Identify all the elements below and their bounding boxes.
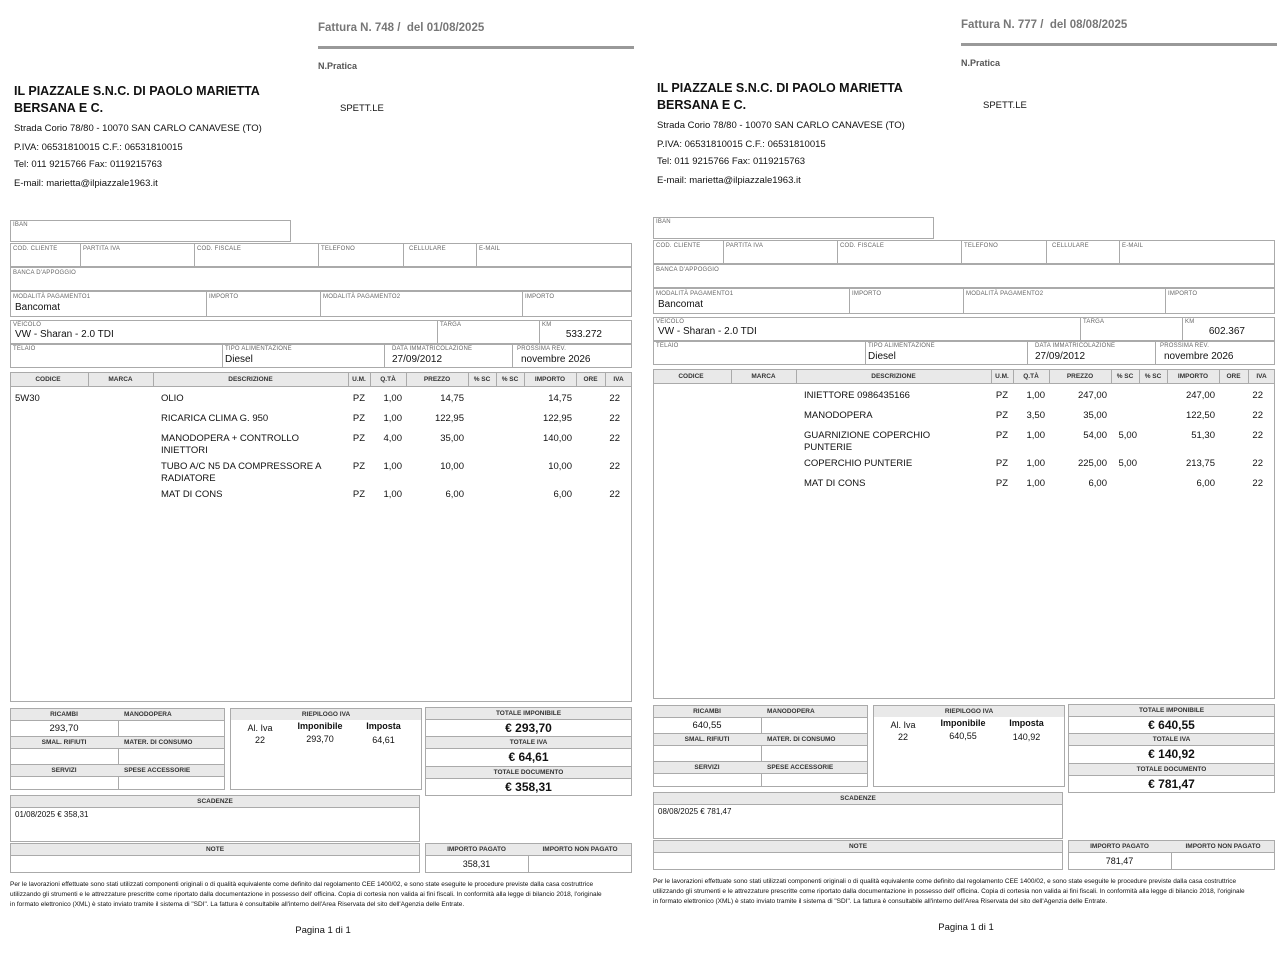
divider (425, 766, 632, 767)
divider (437, 320, 438, 344)
divider (10, 776, 225, 777)
divider (653, 852, 1063, 853)
riepilogo-iva-label: RIEPILOGO IVA (301, 711, 351, 718)
tot-documento-label: TOTALE DOCUMENTO (1136, 766, 1207, 773)
importo2-label: IMPORTO (525, 294, 555, 300)
column-header: PREZZO (1066, 373, 1094, 380)
tot-documento-value: € 781,47 (1148, 777, 1195, 791)
mater-label: MATER. DI CONSUMO (124, 739, 193, 746)
km-value: 533.272 (565, 329, 602, 340)
mod-pag1-label: MODALITÀ PAGAMENTO1 (656, 291, 734, 297)
revisione-label: PROSSIMA REV. (517, 346, 567, 352)
divider (384, 344, 385, 368)
bank-box (653, 264, 1275, 288)
invoice-title (961, 19, 1127, 31)
telefono-label: TELEFONO (321, 246, 355, 252)
company-email: E-mail: marietta@ilpiazzale1963.it (14, 178, 158, 189)
invoice-separator: / (397, 22, 401, 34)
row-um: PZ (995, 410, 1009, 421)
imponibile-label: Imponibile (297, 721, 343, 731)
company-email: E-mail: marietta@ilpiazzale1963.it (657, 175, 801, 186)
alimentazione-label: TIPO ALIMENTAZIONE (225, 346, 292, 352)
pagato-value: 781,47 (1105, 856, 1134, 866)
row-codice: 5W30 (15, 393, 40, 404)
divider (723, 240, 724, 264)
divider (963, 288, 964, 314)
divider (1155, 341, 1156, 365)
row-iva: 22 (609, 413, 620, 424)
al-iva-value: 22 (897, 732, 908, 742)
imponibile-value: 293,70 (306, 734, 334, 744)
divider (849, 288, 850, 314)
column-header: IMPORTO (534, 376, 566, 383)
column-header: PREZZO (423, 376, 451, 383)
cod-cliente-label: COD. CLIENTE (13, 246, 58, 252)
row-description: GUARNIZIONE COPERCHIO PUNTERIE (804, 430, 931, 453)
row-qta: 1,00 (1026, 458, 1045, 469)
partita-iva-label: PARTITA IVA (726, 243, 764, 249)
invoice-title (318, 22, 484, 34)
mod-pag2-label: MODALITÀ PAGAMENTO2 (323, 294, 401, 300)
bank-box (10, 267, 632, 291)
row-description: MANODOPERA + CONTROLLO INIETTORI (161, 433, 300, 456)
row-iva: 22 (609, 461, 620, 472)
company-address: Strada Corio 78/80 - 10070 SAN CARLO CANAVESE (TO) (657, 120, 905, 131)
row-iva: 22 (609, 489, 620, 500)
divider (425, 855, 632, 856)
pagato-label: IMPORTO PAGATO (1090, 843, 1149, 850)
row-prezzo: 14,75 (440, 393, 464, 404)
pratica-label: N.Pratica (318, 61, 358, 71)
row-description: INIETTORE 0986435166 (804, 390, 910, 401)
riepilogo-iva-label: RIEPILOGO IVA (944, 708, 994, 715)
column-header: % SC (1116, 373, 1134, 380)
page-number: Pagina 1 di 1 (938, 922, 994, 933)
divider (539, 320, 540, 344)
tot-imponibile-value: € 293,70 (505, 721, 552, 735)
tot-imponibile-label: TOTALE IMPONIBILE (1138, 707, 1205, 714)
cod-fiscale-label: COD. FISCALE (197, 246, 242, 252)
divider (1182, 317, 1183, 341)
telefono-label: TELEFONO (964, 243, 998, 249)
divider (1080, 317, 1081, 341)
divider (653, 745, 868, 746)
recipient-label: SPETT.LE (983, 100, 1027, 111)
divider (653, 717, 868, 718)
al-iva-label: Al. Iva (890, 720, 916, 730)
alimentazione-value: Diesel (225, 354, 253, 365)
row-qta: 1,00 (383, 393, 402, 404)
header-rule (961, 43, 1277, 46)
ricambi-value: 640,55 (692, 720, 722, 731)
column-header: % SC (501, 376, 519, 383)
al-iva-label: Al. Iva (247, 723, 273, 733)
non-pagato-label: IMPORTO NON PAGATO (1185, 843, 1261, 850)
note-label: NOTE (205, 846, 225, 853)
invoice-separator: / (1040, 19, 1044, 31)
row-iva: 22 (1252, 430, 1263, 441)
invoice-page (8, 0, 636, 960)
divider (320, 291, 321, 317)
partita-iva-label: PARTITA IVA (83, 246, 121, 252)
row-importo: 247,00 (1185, 390, 1215, 401)
mod-pag1-value: Bancomat (658, 299, 704, 310)
revisione-label: PROSSIMA REV. (1160, 343, 1210, 349)
divider (865, 341, 866, 365)
spese-label: SPESE ACCESSORIE (124, 767, 191, 774)
manodopera-label: MANODOPERA (767, 708, 815, 715)
telaio-label: TELAIO (656, 343, 679, 349)
row-prezzo: 122,95 (434, 413, 464, 424)
cod-fiscale-label: COD. FISCALE (840, 243, 885, 249)
invoice-date: 01/08/2025 (426, 22, 485, 34)
scadenze-value: 01/08/2025 € 358,31 (15, 810, 89, 819)
cod-cliente-label: COD. CLIENTE (656, 243, 701, 249)
row-sconto: 5,00 (1118, 430, 1137, 441)
column-header: % SC (1144, 373, 1162, 380)
divider (837, 240, 838, 264)
tot-documento-value: € 358,31 (505, 780, 552, 794)
column-header: DESCRIZIONE (228, 376, 273, 383)
row-importo: 6,00 (553, 489, 572, 500)
pagato-value: 358,31 (462, 859, 491, 869)
row-importo: 10,00 (548, 461, 572, 472)
divider (1027, 341, 1028, 365)
divider (425, 719, 632, 720)
row-description: RICARICA CLIMA G. 950 (161, 413, 269, 424)
row-description: MAT DI CONS (804, 478, 866, 489)
tot-imponibile-label: TOTALE IMPONIBILE (495, 710, 562, 717)
km-value: 602.367 (1208, 326, 1245, 337)
iban-label: IBAN (13, 222, 28, 228)
manodopera-label: MANODOPERA (124, 711, 172, 718)
invoice-label: Fattura N. (318, 22, 372, 34)
row-importo: 51,30 (1191, 430, 1215, 441)
importo-label: IMPORTO (852, 291, 882, 297)
divider (425, 748, 632, 749)
row-iva: 22 (1252, 478, 1263, 489)
invoice-date-label: del (406, 22, 424, 34)
divider (512, 344, 513, 368)
divider (1165, 288, 1166, 314)
row-importo: 122,50 (1185, 410, 1215, 421)
scadenze-label: SCADENZE (840, 795, 876, 802)
row-prezzo: 35,00 (440, 433, 464, 444)
tot-iva-label: TOTALE IVA (509, 739, 548, 746)
divider (653, 773, 868, 774)
al-iva-value: 22 (254, 735, 265, 745)
column-header: U.M. (995, 373, 1009, 380)
veicolo-label: VEICOLO (656, 319, 685, 325)
servizi-label: SERVIZI (51, 767, 77, 774)
row-importo: 122,95 (542, 413, 572, 424)
row-prezzo: 54,00 (1083, 430, 1107, 441)
column-header: ORE (1226, 373, 1241, 380)
divider (1068, 763, 1275, 764)
invoice-page (651, 0, 1279, 957)
ricambi-label: RICAMBI (50, 711, 78, 718)
divider (425, 778, 632, 779)
divider (10, 720, 225, 721)
email-label: E-MAIL (1122, 243, 1144, 249)
divider (961, 240, 962, 264)
iban-box (653, 217, 934, 239)
imponibile-value: 640,55 (949, 731, 977, 741)
column-header: Q.TÀ (1023, 373, 1039, 380)
smal-label: SMAL. RIFIUTI (684, 736, 730, 743)
column-header: IMPORTO (1177, 373, 1209, 380)
importo-label: IMPORTO (209, 294, 239, 300)
divider (653, 761, 868, 762)
column-header: ORE (583, 376, 598, 383)
row-description: TUBO A/C N5 DA COMPRESSORE A RADIATORE (161, 461, 321, 484)
invoice-date-label: del (1049, 19, 1067, 31)
column-header: Q.TÀ (380, 376, 396, 383)
immatricolazione-value: 27/09/2012 (1035, 351, 1086, 362)
email-label: E-MAIL (479, 246, 501, 252)
divider (10, 855, 420, 856)
tot-iva-value: € 140,92 (1148, 747, 1195, 761)
mod-pag1-value: Bancomat (15, 302, 61, 313)
row-iva: 22 (1252, 390, 1263, 401)
invoice-number: 777 (1017, 19, 1038, 31)
company-name: IL PIAZZALE S.N.C. DI PAOLO MARIETTA BERSANA E C. (657, 81, 903, 112)
immatricolazione-value: 27/09/2012 (392, 354, 443, 365)
row-description: MAT DI CONS (161, 489, 223, 500)
row-um: PZ (352, 461, 366, 472)
row-iva: 22 (609, 393, 620, 404)
company-address: Strada Corio 78/80 - 10070 SAN CARLO CANAVESE (TO) (14, 123, 262, 134)
imposta-label: Imposta (366, 721, 401, 731)
column-header: CODICE (35, 376, 61, 383)
row-um: PZ (352, 413, 366, 424)
imposta-value: 64,61 (372, 735, 395, 745)
row-qta: 1,00 (383, 489, 402, 500)
divider (1068, 733, 1275, 734)
row-um: PZ (352, 433, 366, 444)
importo2-label: IMPORTO (1168, 291, 1198, 297)
divider (10, 764, 225, 765)
column-header: CODICE (678, 373, 704, 380)
divider (1068, 745, 1275, 746)
row-qta: 1,00 (383, 461, 402, 472)
divider (206, 291, 207, 317)
divider (10, 736, 225, 737)
vehicle-value: VW - Sharan - 2.0 TDI (658, 326, 757, 337)
company-vat: P.IVA: 06531810015 C.F.: 06531810015 (14, 142, 183, 153)
immatricolazione-label: DATA IMMATRICOLAZIONE (392, 346, 473, 352)
divider (1068, 775, 1275, 776)
legal-footer: Per le lavorazioni effettuate sono stati utilizzati componenti originali o di qualità equivalente come definito dal regolamento CEE 1400/02, e sono state eseguite le procedure previste dalla casa costruttrice utilizzando gli strumenti e le attrezzature prescritte come riportato dalla documentazione in possesso dell' officina. Copia di cortesia non valida ai fini fiscali. In conformità alla legge di bilancio 2018, l'originale in formato elettronico (XML) è stato inviato tramite il sistema di "SDI". La fattura è consultabile all'interno dell'Area Riservata del sito dell'Agenzia delle Entrate. (10, 881, 602, 908)
row-prezzo: 35,00 (1083, 410, 1107, 421)
divider (80, 243, 81, 267)
row-prezzo: 6,00 (445, 489, 464, 500)
alimentazione-label: TIPO ALIMENTAZIONE (868, 343, 935, 349)
row-um: PZ (995, 390, 1009, 401)
legal-footer: Per le lavorazioni effettuate sono stati utilizzati componenti originali o di qualità equivalente come definito dal regolamento CEE 1400/02, e sono state eseguite le procedure previste dalla casa costruttrice utilizzando gli strumenti e le attrezzature prescritte come riportato dalla documentazione in possesso dell' officina. Copia di cortesia non valida ai fini fiscali. In conformità alla legge di bilancio 2018, l'originale in formato elettronico (XML) è stato inviato tramite il sistema di "SDI". La fattura è consultabile all'interno dell'Area Riservata del sito dell'Agenzia delle Entrate. (653, 878, 1245, 905)
divider (476, 243, 477, 267)
row-qta: 4,00 (383, 433, 402, 444)
ricambi-value: 293,70 (49, 723, 79, 734)
divider (653, 383, 1275, 384)
divider (1068, 852, 1275, 853)
divider (318, 243, 319, 267)
header-rule (318, 46, 634, 49)
column-header: IVA (1256, 373, 1267, 380)
divider (425, 736, 632, 737)
row-um: PZ (995, 458, 1009, 469)
divider (653, 733, 868, 734)
imponibile-label: Imponibile (940, 718, 986, 728)
row-description: MANODOPERA (804, 410, 873, 421)
invoice-date: 08/08/2025 (1069, 19, 1128, 31)
divider (1046, 240, 1047, 264)
note-label: NOTE (848, 843, 868, 850)
imposta-value: 140,92 (1012, 732, 1041, 742)
company-phone: Tel: 011 9215766 Fax: 0119215763 (657, 156, 806, 167)
invoice-label: Fattura N. (961, 19, 1015, 31)
row-um: PZ (352, 489, 366, 500)
row-qta: 1,00 (383, 413, 402, 424)
divider (1119, 240, 1120, 264)
targa-label: TARGA (1083, 319, 1105, 325)
veicolo-label: VEICOLO (13, 322, 42, 328)
recipient-label: SPETT.LE (340, 103, 384, 114)
divider (222, 344, 223, 368)
tot-iva-value: € 64,61 (508, 750, 549, 764)
row-qta: 1,00 (1026, 430, 1045, 441)
invoice-number: 748 (374, 22, 395, 34)
divider (10, 807, 420, 808)
telaio-label: TELAIO (13, 346, 36, 352)
mod-pag1-label: MODALITÀ PAGAMENTO1 (13, 294, 91, 300)
column-header: U.M. (352, 376, 366, 383)
iban-box (10, 220, 291, 242)
company-name: IL PIAZZALE S.N.C. DI PAOLO MARIETTA BERSANA E C. (14, 84, 260, 115)
row-prezzo: 10,00 (440, 461, 464, 472)
revisione-value: novembre 2026 (521, 354, 591, 365)
page-number: Pagina 1 di 1 (295, 925, 351, 936)
row-sconto: 5,00 (1118, 458, 1137, 469)
column-header: IVA (613, 376, 624, 383)
divider (1068, 716, 1275, 717)
revisione-value: novembre 2026 (1164, 351, 1234, 362)
row-qta: 3,50 (1026, 410, 1045, 421)
km-label: KM (542, 322, 552, 328)
row-prezzo: 225,00 (1077, 458, 1107, 469)
alimentazione-value: Diesel (868, 351, 896, 362)
scadenze-value: 08/08/2025 € 781,47 (658, 807, 732, 816)
row-importo: 140,00 (542, 433, 572, 444)
company-vat: P.IVA: 06531810015 C.F.: 06531810015 (657, 139, 826, 150)
km-label: KM (1185, 319, 1195, 325)
tot-documento-label: TOTALE DOCUMENTO (493, 769, 564, 776)
mater-label: MATER. DI CONSUMO (767, 736, 836, 743)
column-header: MARCA (751, 373, 776, 380)
row-iva: 22 (1252, 458, 1263, 469)
banca-label: BANCA D'APPOGGIO (13, 270, 77, 276)
pagato-label: IMPORTO PAGATO (447, 846, 506, 853)
row-description: COPERCHIO PUNTERIE (804, 458, 913, 469)
iban-label: IBAN (656, 219, 671, 225)
divider (403, 243, 404, 267)
pratica-label: N.Pratica (961, 58, 1001, 68)
row-um: PZ (352, 393, 366, 404)
targa-label: TARGA (440, 322, 462, 328)
immatricolazione-label: DATA IMMATRICOLAZIONE (1035, 343, 1116, 349)
row-um: PZ (995, 430, 1009, 441)
non-pagato-label: IMPORTO NON PAGATO (542, 846, 618, 853)
column-header: % SC (473, 376, 491, 383)
banca-label: BANCA D'APPOGGIO (656, 267, 720, 273)
vehicle-value: VW - Sharan - 2.0 TDI (15, 329, 114, 340)
scadenze-label: SCADENZE (197, 798, 233, 805)
cellulare-label: CELLULARE (409, 246, 446, 252)
row-qta: 1,00 (1026, 390, 1045, 401)
spese-label: SPESE ACCESSORIE (767, 764, 834, 771)
row-prezzo: 247,00 (1077, 390, 1107, 401)
row-description: OLIO (161, 393, 184, 404)
divider (10, 386, 632, 387)
imposta-label: Imposta (1009, 718, 1044, 728)
row-importo: 6,00 (1196, 478, 1215, 489)
row-importo: 213,75 (1185, 458, 1215, 469)
row-prezzo: 6,00 (1088, 478, 1107, 489)
column-header: DESCRIZIONE (871, 373, 916, 380)
mod-pag2-label: MODALITÀ PAGAMENTO2 (966, 291, 1044, 297)
row-qta: 1,00 (1026, 478, 1045, 489)
cellulare-label: CELLULARE (1052, 243, 1089, 249)
row-iva: 22 (1252, 410, 1263, 421)
divider (653, 804, 1063, 805)
divider (522, 291, 523, 317)
smal-label: SMAL. RIFIUTI (41, 739, 87, 746)
company-phone: Tel: 011 9215766 Fax: 0119215763 (14, 159, 163, 170)
ricambi-label: RICAMBI (693, 708, 721, 715)
tot-iva-label: TOTALE IVA (1152, 736, 1191, 743)
servizi-label: SERVIZI (694, 764, 720, 771)
column-header: MARCA (108, 376, 133, 383)
divider (194, 243, 195, 267)
tot-imponibile-value: € 640,55 (1148, 718, 1195, 732)
divider (10, 748, 225, 749)
row-importo: 14,75 (548, 393, 572, 404)
row-iva: 22 (609, 433, 620, 444)
row-um: PZ (995, 478, 1009, 489)
